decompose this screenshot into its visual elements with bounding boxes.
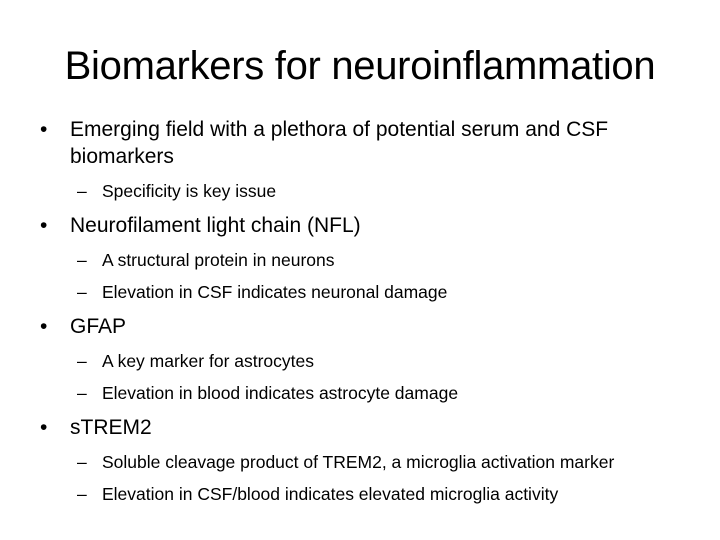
dash-icon: –	[77, 181, 87, 201]
dash-icon: –	[77, 250, 87, 270]
sub-bullet-item	[40, 451, 700, 473]
sub-bullet-item	[40, 350, 700, 372]
bullet-text: GFAP	[70, 315, 127, 338]
dash-icon: –	[77, 452, 87, 472]
bullet-text: sTREM2	[70, 416, 152, 439]
sub-bullet-text: A structural protein in neurons	[102, 250, 335, 270]
bullet-item	[40, 414, 700, 441]
bullet-text: Emerging field with a plethora of potential serum and CSF biomarkers	[70, 118, 609, 168]
dash-icon: –	[77, 282, 87, 302]
sub-bullet-text: Soluble cleavage product of TREM2, a microglia activation marker	[102, 452, 615, 472]
sub-bullet-item	[40, 249, 700, 271]
bullet-list	[40, 116, 700, 505]
bullet-item	[40, 313, 700, 340]
sub-bullet-item	[40, 382, 700, 404]
dash-icon: –	[77, 383, 87, 403]
slide-title: Biomarkers for neuroinflammation	[64, 44, 656, 88]
sub-bullet-text: Elevation in CSF indicates neuronal damage	[102, 282, 448, 302]
bullet-item	[40, 212, 700, 239]
sub-bullet-text: Specificity is key issue	[102, 181, 277, 201]
dash-icon: –	[77, 484, 87, 504]
sub-bullet-text: Elevation in CSF/blood indicates elevated microglia activity	[102, 484, 559, 504]
bullet-icon: •	[40, 315, 48, 338]
sub-bullet-item	[40, 483, 700, 505]
sub-bullet-item	[40, 281, 700, 303]
sub-bullet-text: Elevation in blood indicates astrocyte damage	[102, 383, 459, 403]
sub-bullet-item	[40, 180, 700, 202]
bullet-item	[40, 116, 700, 170]
dash-icon: –	[77, 351, 87, 371]
bullet-text: Neurofilament light chain (NFL)	[70, 214, 361, 237]
bullet-icon: •	[40, 416, 48, 439]
sub-bullet-text: A key marker for astrocytes	[102, 351, 315, 371]
bullet-icon: •	[40, 214, 48, 237]
bullet-icon: •	[40, 118, 48, 141]
